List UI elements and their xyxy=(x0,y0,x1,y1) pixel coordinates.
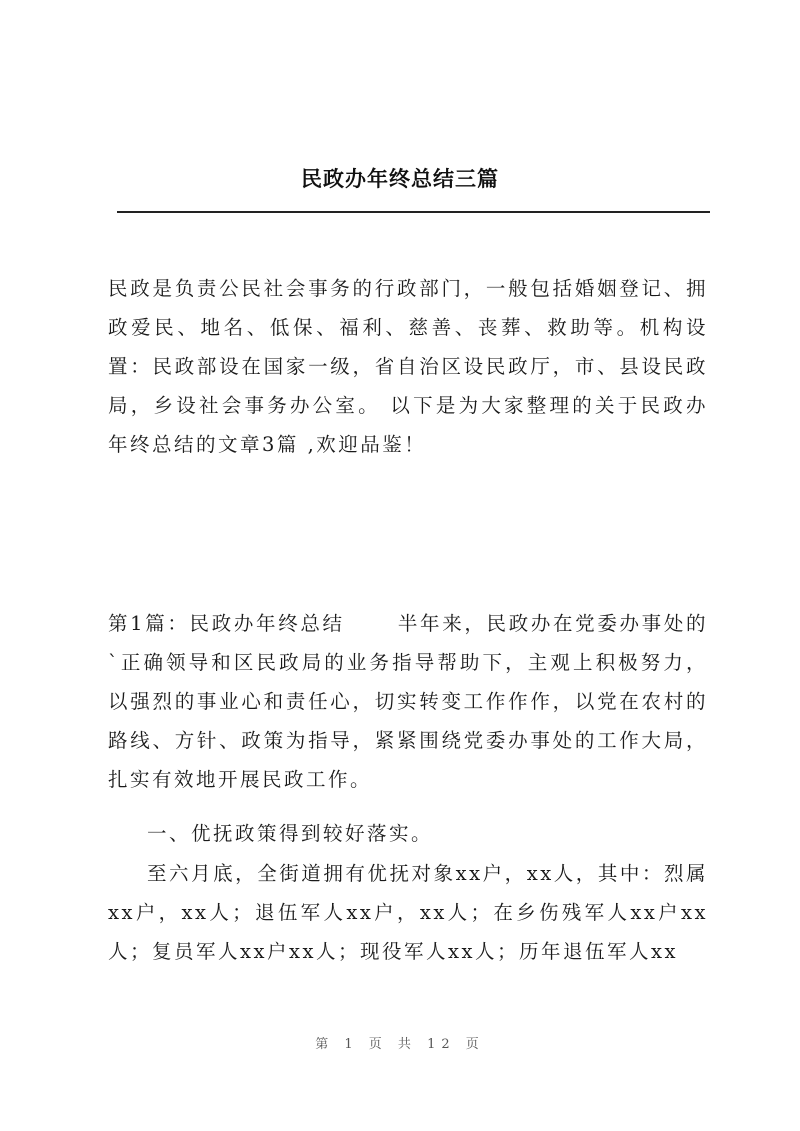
section-subheading: 一、优抚政策得到较好落实。 xyxy=(147,822,434,845)
footer-total-pages: 12 xyxy=(427,1037,456,1052)
body-paragraph: 至六月底，全街道拥有优抚对象xx户，xx人，其中：烈属xx户，xx人；退伍军人xx户，xx人；在乡伤残军人xx户xx人；复员军人xx户xx人；现役军人xx人；历年退伍军人xx xyxy=(108,862,708,963)
page-footer xyxy=(0,1033,800,1052)
footer-label-total: 页 共 xyxy=(368,1037,417,1052)
document-title: 民政办年终总结三篇 xyxy=(301,167,499,191)
intro-paragraph: 民政是负责公民社会事务的行政部门，一般包括婚姻登记、拥政爱民、地名、低保、福利、慈善、丧葬、救助等。机构设置：民政部设在国家一级，省自治区设民政厅，市、县设民政局，乡设社会事务办公室。 以下是为大家整理的关于民政办年终总结的文章3篇 ,欢迎品鉴！ xyxy=(108,277,708,456)
footer-label-page: 第 xyxy=(315,1037,335,1052)
title-divider xyxy=(117,211,710,213)
footer-label-end: 页 xyxy=(465,1037,485,1052)
footer-current-page: 1 xyxy=(344,1037,359,1052)
section-1-paragraph: 第1篇：民政办年终总结 半年来，民政办在党委办事处的`正确领导和区民政局的业务指导帮助下，主观上积极努力，以强烈的事业心和责任心，切实转变工作作作，以党在农村的路线、方针、政策为指导，紧紧围绕党委办事处的工作大局，扎实有效地开展民政工作。 xyxy=(108,612,708,791)
